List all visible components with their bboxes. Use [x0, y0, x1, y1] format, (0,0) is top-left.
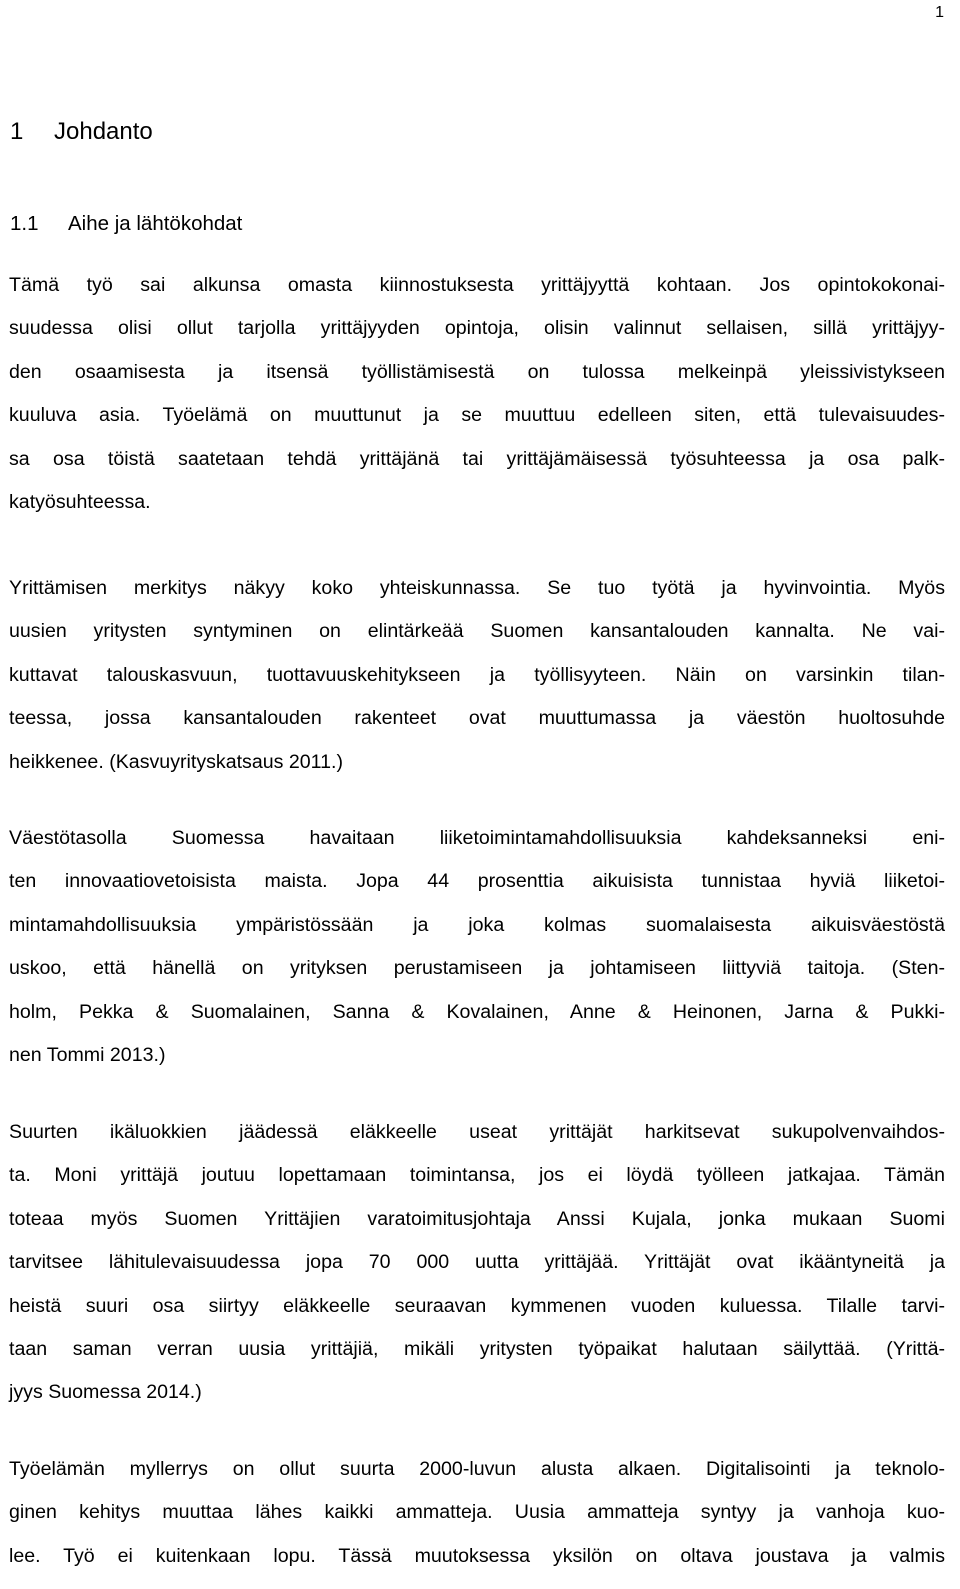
text-line: taan saman verran uusia yrittäjiä, mikäli yritysten työpaikat halutaan säilyttää. (Yrittä- — [9, 1337, 945, 1360]
text-line: kuttavat talouskasvuun, tuottavuuskehitykseen ja työllisyyteen. Näin on varsinkin tilan- — [9, 663, 945, 686]
text-line: jyys Suomessa 2014.) — [9, 1381, 202, 1404]
text-line: heikkenee. (Kasvuyrityskatsaus 2011.) — [9, 750, 343, 773]
section-number: 1.1 — [10, 212, 39, 235]
text-line: lee. Työ ei kuitenkaan lopu. Tässä muutoksessa yksilön on oltava joustava ja valmis — [9, 1544, 945, 1567]
text-line: Tämä työ sai alkunsa omasta kiinnostuksesta yrittäjyyttä kohtaan. Jos opintokokonai- — [9, 274, 945, 296]
text-line: kuuluva asia. Työelämä on muuttunut ja se muuttuu edelleen siten, että tulevaisuudes- — [9, 404, 945, 427]
text-line: katyösuhteessa. — [9, 490, 151, 513]
text-line: suudessa olisi ollut tarjolla yrittäjyyden opintoja, olisin valinnut sellaisen, sillä yrittäjyy- — [9, 317, 945, 340]
paragraph-2 — [9, 574, 945, 791]
text-line: Suurten ikäluokkien jäädessä eläkkeelle useat yrittäjät harkitsevat sukupolvenvaihdos- — [9, 1121, 945, 1143]
text-line: nen Tommi 2013.) — [9, 1043, 166, 1066]
paragraph-1 — [9, 271, 945, 531]
text-line: teessa, jossa kansantalouden rakenteet ovat muuttumassa ja väestön huoltosuhde — [9, 707, 945, 730]
text-line: Väestötasolla Suomessa havaitaan liiketoimintamahdollisuuksia kahdeksanneksi eni- — [9, 827, 945, 849]
paragraph-5 — [9, 1455, 945, 1585]
text-line: mintamahdollisuuksia ympäristössään ja joka kolmas suomalaisesta aikuisväestöstä — [9, 913, 945, 936]
text-line: den osaamisesta ja itsensä työllistämisestä on tulossa melkeinpä yleissivistykseen — [9, 360, 945, 383]
text-line: Yrittämisen merkitys näkyy koko yhteiskunnassa. Se tuo työtä ja hyvinvointia. Myös — [9, 577, 945, 599]
text-line: ta. Moni yrittäjä joutuu lopettamaan toimintansa, jos ei löydä työlleen jatkajaa. Tämän — [9, 1164, 945, 1187]
text-line: tarvitsee lähitulevaisuudessa jopa 70 000 uutta yrittäjää. Yrittäjät ovat ikääntyneitä ja — [9, 1251, 945, 1274]
text-line: sa osa töistä saatetaan tehdä yrittäjänä tai yrittäjämäisessä työsuhteessa ja osa palk- — [9, 447, 945, 470]
text-line: heistä suuri osa siirtyy eläkkeelle seuraavan kymmenen vuoden kuluessa. Tilalle tarvi- — [9, 1294, 945, 1317]
text-line: ten innovaatiovetoisista maista. Jopa 44 prosenttia aikuisista tunnistaa hyviä liiketoi- — [9, 870, 945, 893]
chapter-number: 1 — [10, 118, 24, 145]
chapter-title: Johdanto — [54, 118, 153, 145]
chapter-heading — [10, 118, 153, 146]
text-line: Työelämän myllerrys on ollut suurta 2000-luvun alusta alkaen. Digitalisointi ja teknolo- — [9, 1458, 945, 1480]
section-title: Aihe ja lähtökohdat — [68, 212, 243, 235]
text-line: ginen kehitys muuttaa lähes kaikki ammatteja. Uusia ammatteja syntyy ja vanhoja kuo- — [9, 1501, 945, 1524]
text-line: holm, Pekka & Suomalainen, Sanna & Kovalainen, Anne & Heinonen, Jarna & Pukki- — [9, 1000, 945, 1023]
paragraph-4 — [9, 1118, 945, 1422]
text-line: uskoo, että hänellä on yrityksen perustamiseen ja johtamiseen liittyviä taitoja. (Sten- — [9, 957, 945, 980]
text-line: uusien yritysten syntyminen on elintärkeää Suomen kansantalouden kannalta. Ne vai- — [9, 620, 945, 643]
text-line: toteaa myös Suomen Yrittäjien varatoimitusjohtaja Anssi Kujala, jonka mukaan Suomi — [9, 1207, 945, 1230]
page-number: 1 — [935, 4, 944, 21]
section-heading — [10, 212, 242, 236]
paragraph-3 — [9, 824, 945, 1084]
